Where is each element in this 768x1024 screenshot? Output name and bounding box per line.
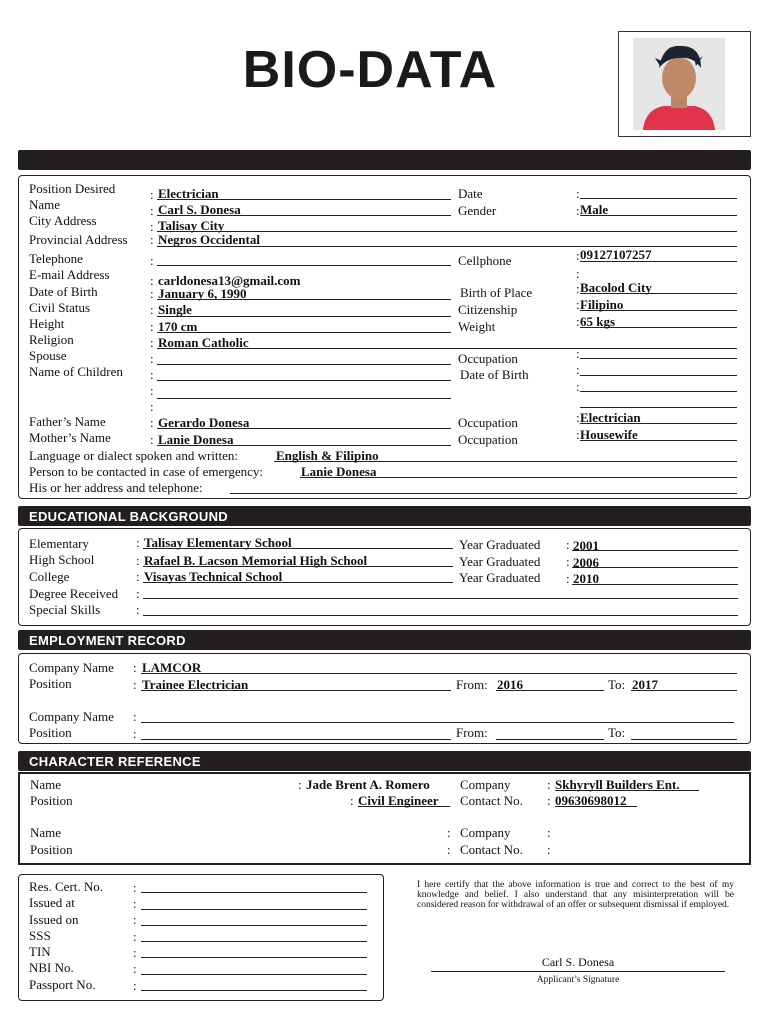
college-value: Visayas Technical School	[144, 569, 283, 584]
father-occupation-label: Occupation	[458, 415, 518, 430]
colon: :	[566, 571, 570, 586]
issued-at-label: Issued at	[29, 895, 75, 910]
colon: :	[547, 842, 551, 857]
colon: :	[576, 186, 580, 201]
issued-on-line	[141, 925, 367, 926]
signature-name: Carl S. Donesa	[541, 955, 615, 969]
mother-occupation-line	[580, 440, 737, 441]
dob-label: Date of Birth	[29, 284, 98, 299]
skills-label: Special Skills	[29, 602, 101, 617]
city-address-label: City Address	[29, 213, 97, 228]
passport-line	[141, 990, 367, 991]
children-label: Name of Children	[29, 364, 123, 379]
colon: :	[576, 410, 580, 425]
emergency-address-label: His or her address and telephone:	[29, 480, 203, 495]
mother-value: Lanie Donesa	[158, 432, 234, 447]
emergency-address-line	[230, 493, 737, 494]
religion-line	[157, 348, 737, 349]
colon: :	[133, 896, 137, 911]
weight-label: Weight	[458, 319, 496, 334]
colon: :	[136, 553, 140, 568]
colon: :	[133, 709, 137, 724]
nbi-label: NBI No.	[29, 960, 74, 975]
date-line	[580, 198, 737, 199]
passport-label: Passport No.	[29, 977, 96, 992]
elementary-year-value: 2001	[573, 538, 599, 553]
high-school-line	[143, 566, 453, 567]
religion-label: Religion	[29, 332, 74, 347]
personal-section-bar	[18, 150, 751, 170]
position-line	[141, 690, 451, 691]
father-line	[157, 428, 451, 429]
ref-company-value: Skhyryll Builders Ent.	[555, 777, 680, 792]
cellphone-label: Cellphone	[458, 253, 512, 268]
colon: :	[150, 302, 154, 317]
children-dob-line-3	[580, 407, 737, 408]
ref-contact-label-2: Contact No.	[460, 842, 523, 857]
emergency-line	[300, 477, 737, 478]
birth-place-value: Bacolod City	[580, 280, 652, 295]
ref-company-label-2: Company	[460, 825, 511, 840]
colon: :	[150, 367, 154, 382]
company-value: LAMCOR	[142, 660, 202, 675]
colon: :	[150, 187, 154, 202]
ref-position-label: Position	[30, 793, 73, 808]
language-value: English & Filipino	[276, 448, 379, 463]
skills-line	[143, 615, 738, 616]
mother-label: Mother’s Name	[29, 430, 111, 445]
colon: :	[547, 825, 551, 840]
to-line	[631, 690, 737, 691]
ref-contact-label: Contact No.	[460, 793, 523, 808]
mother-occupation-value: Housewife	[580, 427, 638, 442]
gender-label: Gender	[458, 203, 497, 218]
reference-section-bar: CHARACTER REFERENCE	[18, 751, 751, 771]
colon: :	[136, 569, 140, 584]
children-dob-line-1	[580, 375, 737, 376]
children-dob-label: Date of Birth	[460, 367, 529, 382]
colon: :	[133, 677, 137, 692]
high-school-label: High School	[29, 552, 95, 567]
name-label: Name	[29, 197, 61, 212]
colon: :	[576, 203, 580, 218]
res-cert-label: Res. Cert. No.	[29, 879, 104, 894]
colon: :	[576, 362, 580, 377]
name-value: Carl S. Donesa	[158, 202, 241, 217]
provincial-address-label: Provincial Address	[29, 232, 128, 247]
father-value: Gerardo Donesa	[158, 415, 250, 430]
ref-position-label-2: Position	[30, 842, 73, 857]
colon: :	[133, 929, 137, 944]
college-year-value: 2010	[573, 571, 599, 586]
mother-occupation-label: Occupation	[458, 432, 518, 447]
emergency-label: Person to be contacted in case of emergency:	[29, 464, 264, 479]
employment-section-bar: EMPLOYMENT RECORD	[18, 630, 751, 650]
to-line-2	[631, 739, 737, 740]
position-line-2	[141, 739, 451, 740]
colon: :	[133, 726, 137, 741]
colon: :	[136, 602, 140, 617]
from-value: 2016	[497, 677, 523, 692]
colon: :	[447, 825, 451, 840]
position-value: Trainee Electrician	[142, 677, 249, 692]
colon: :	[133, 945, 137, 960]
college-year-line	[572, 584, 738, 585]
company-label: Company Name	[29, 660, 114, 675]
telephone-line	[157, 265, 451, 266]
sss-line	[141, 941, 367, 942]
colon: :	[133, 912, 137, 927]
colon: :	[136, 535, 140, 550]
to-label-2: To:	[608, 725, 626, 740]
colon: :	[547, 793, 551, 808]
high-school-year-value: 2006	[573, 555, 599, 570]
children-line-2	[157, 398, 451, 399]
colon: :	[447, 842, 451, 857]
father-occupation-line	[580, 423, 737, 424]
to-value: 2017	[632, 677, 658, 692]
gender-value: Male	[580, 202, 609, 217]
colon: :	[576, 266, 580, 281]
signature-line	[431, 971, 725, 972]
colon: :	[566, 554, 570, 569]
colon: :	[576, 346, 580, 361]
colon: :	[547, 777, 551, 792]
high-school-year-line	[572, 567, 738, 568]
position-desired-label: Position Desired	[29, 181, 116, 196]
ref-name-label-2: Name	[30, 825, 62, 840]
to-label: To:	[608, 677, 626, 692]
cellphone-line	[580, 261, 737, 262]
college-year-label: Year Graduated	[459, 570, 541, 585]
colon: :	[136, 586, 140, 601]
colon: :	[150, 383, 154, 398]
degree-label: Degree Received	[29, 586, 119, 601]
colon: :	[133, 880, 137, 895]
college-label: College	[29, 569, 70, 584]
citizenship-value: Filipino	[580, 297, 624, 312]
weight-line	[580, 327, 737, 328]
colon: :	[576, 379, 580, 394]
colon: :	[566, 537, 570, 552]
colon: :	[298, 777, 302, 792]
elementary-line	[143, 548, 453, 549]
religion-value: Roman Catholic	[158, 335, 249, 350]
nbi-line	[141, 974, 367, 975]
dob-line	[157, 299, 451, 300]
civil-status-value: Single	[158, 302, 192, 317]
colon: :	[150, 335, 154, 350]
spouse-label: Spouse	[29, 348, 67, 363]
colon: :	[133, 660, 137, 675]
ref-name-value: Jade Brent A. Romero	[306, 777, 430, 792]
civil-status-label: Civil Status	[29, 300, 91, 315]
position-label-2: Position	[29, 725, 72, 740]
citizenship-line	[580, 310, 737, 311]
company-line-2	[141, 722, 734, 723]
high-school-year-label: Year Graduated	[459, 554, 541, 569]
cellphone-value: 09127107257	[580, 247, 652, 262]
photo-image	[633, 38, 725, 130]
spouse-line	[157, 364, 451, 365]
degree-line	[143, 598, 738, 599]
from-line-2	[496, 739, 604, 740]
email-value: carldonesa13@gmail.com	[158, 273, 301, 288]
colon: :	[150, 399, 154, 414]
colon: :	[150, 319, 154, 334]
birth-place-label: Birth of Place	[460, 285, 533, 300]
ref-position-value: Civil Engineer	[358, 793, 439, 808]
res-cert-line	[141, 892, 367, 893]
height-line	[157, 332, 451, 333]
position-desired-line	[157, 199, 451, 200]
birth-place-line	[580, 293, 737, 294]
ref-name-label: Name	[30, 777, 62, 792]
date-label: Date	[458, 186, 483, 201]
college-line	[143, 582, 453, 583]
father-occupation-value: Electrician	[580, 410, 641, 425]
provincial-address-value: Negros Occidental	[158, 232, 260, 247]
colon: :	[576, 427, 580, 442]
elementary-year-label: Year Graduated	[459, 537, 541, 552]
language-line	[274, 461, 737, 462]
education-box	[18, 528, 751, 626]
certification-text: I here certify that the above information is true and correct to the best of my knowledge and belief. I also understand that any misinterpretation will be considered reason for withdrawal of an offer or subsequent dismissal if employed.	[417, 880, 734, 910]
spouse-occupation-line	[580, 358, 737, 359]
colon: :	[133, 978, 137, 993]
weight-value: 65 kgs	[580, 314, 616, 329]
employment-box	[18, 653, 751, 744]
elementary-year-line	[572, 550, 738, 551]
city-address-value: Talisay City	[158, 218, 225, 233]
tin-label: TIN	[29, 944, 51, 959]
telephone-label: Telephone	[29, 251, 83, 266]
ref-contact-underline	[555, 806, 637, 807]
sss-label: SSS	[29, 928, 51, 943]
high-school-value: Rafael B. Lacson Memorial High School	[144, 553, 368, 568]
colon: :	[576, 314, 580, 329]
position-desired-value: Electrician	[158, 186, 219, 201]
page-title: BIO-DATA	[242, 41, 498, 99]
colon: :	[576, 248, 580, 263]
colon: :	[150, 432, 154, 447]
father-label: Father’s Name	[29, 414, 106, 429]
ref-contact-value: 09630698012	[555, 793, 627, 808]
colon: :	[150, 232, 154, 247]
language-label: Language or dialect spoken and written:	[29, 448, 239, 463]
ref-company-label: Company	[460, 777, 511, 792]
colon: :	[150, 273, 154, 288]
elementary-value: Talisay Elementary School	[144, 535, 292, 550]
ref-company-underline	[555, 790, 699, 791]
citizenship-label: Citizenship	[458, 302, 518, 317]
emergency-value: Lanie Donesa	[301, 464, 377, 479]
colon: :	[150, 219, 154, 234]
colon: :	[150, 253, 154, 268]
children-dob-line-2	[580, 391, 737, 392]
civil-status-line	[157, 316, 451, 317]
education-section-bar: EDUCATIONAL BACKGROUND	[18, 506, 751, 526]
gender-line	[580, 215, 737, 216]
colon: :	[133, 961, 137, 976]
ref-position-underline	[358, 806, 450, 807]
from-label-2: From:	[456, 725, 488, 740]
from-label: From:	[456, 677, 488, 692]
company-label-2: Company Name	[29, 709, 114, 724]
height-label: Height	[29, 316, 65, 331]
issued-at-line	[141, 909, 367, 910]
colon: :	[576, 281, 580, 296]
colon: :	[150, 203, 154, 218]
name-line	[157, 215, 451, 216]
tin-line	[141, 957, 367, 958]
mother-line	[157, 445, 451, 446]
children-line-1	[157, 380, 451, 381]
colon: :	[150, 415, 154, 430]
height-value: 170 cm	[158, 319, 198, 334]
dob-value: January 6, 1990	[158, 286, 247, 301]
spouse-occupation-label: Occupation	[458, 351, 518, 366]
company-line	[141, 673, 737, 674]
position-label: Position	[29, 676, 72, 691]
colon: :	[150, 286, 154, 301]
issued-on-label: Issued on	[29, 912, 79, 927]
signature-label: Applicant’s Signature	[536, 975, 620, 985]
email-label: E-mail Address	[29, 267, 110, 282]
elementary-label: Elementary	[29, 536, 89, 551]
from-line	[496, 690, 604, 691]
person-photo-icon	[633, 38, 725, 130]
colon: :	[350, 793, 354, 808]
colon: :	[150, 351, 154, 366]
colon: :	[576, 297, 580, 312]
applicant-photo	[618, 31, 751, 137]
